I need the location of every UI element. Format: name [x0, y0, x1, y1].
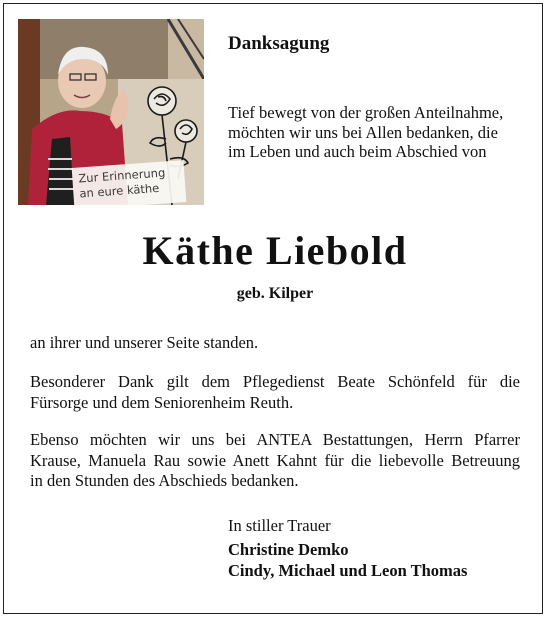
signature-name: Christine Demko: [228, 540, 349, 559]
intro-line: im Leben und auch beim Abschied von: [228, 142, 487, 161]
deceased-name: Käthe Liebold: [142, 228, 408, 273]
paragraph-line: Besonderer Dank gilt dem Pflegedienst Beate Schönfeld für die: [30, 372, 520, 391]
paragraph-line: Fürsorge und dem Seniorenheim Reuth.: [30, 392, 294, 412]
signature-intro: In stiller Trauer: [228, 516, 331, 535]
paragraph-line: Ebenso möchten wir uns bei ANTEA Bestattungen, Herrn Pfarrer: [30, 430, 520, 449]
paragraph-line: in den Stunden des Abschieds bedanken.: [30, 471, 299, 490]
portrait-photo: [18, 19, 204, 205]
caption-line-2: an eure käthe: [78, 180, 160, 201]
paragraph-1: [30, 333, 520, 354]
heading-danksagung: Danksagung: [228, 33, 330, 54]
photo-caption: [72, 160, 187, 205]
intro-line: Tief bewegt von der großen Anteilnahme,: [228, 103, 504, 122]
paragraph-3: [30, 430, 520, 492]
signature-name: Cindy, Michael und Leon Thomas: [228, 561, 468, 580]
caption-line-1: Zur Erinnerung: [77, 165, 166, 186]
paragraph-line: Krause, Manuela Rau sowie Anett Kahnt für die liebevolle Betreuung: [30, 450, 520, 470]
maiden-name: geb. Kilper: [236, 285, 314, 302]
intro-text: [228, 103, 528, 162]
paragraph-2: [30, 372, 520, 413]
paragraph-line: an ihrer und unserer Seite standen.: [30, 333, 259, 352]
intro-line: möchten wir uns bei Allen bedanken, die: [228, 122, 498, 142]
